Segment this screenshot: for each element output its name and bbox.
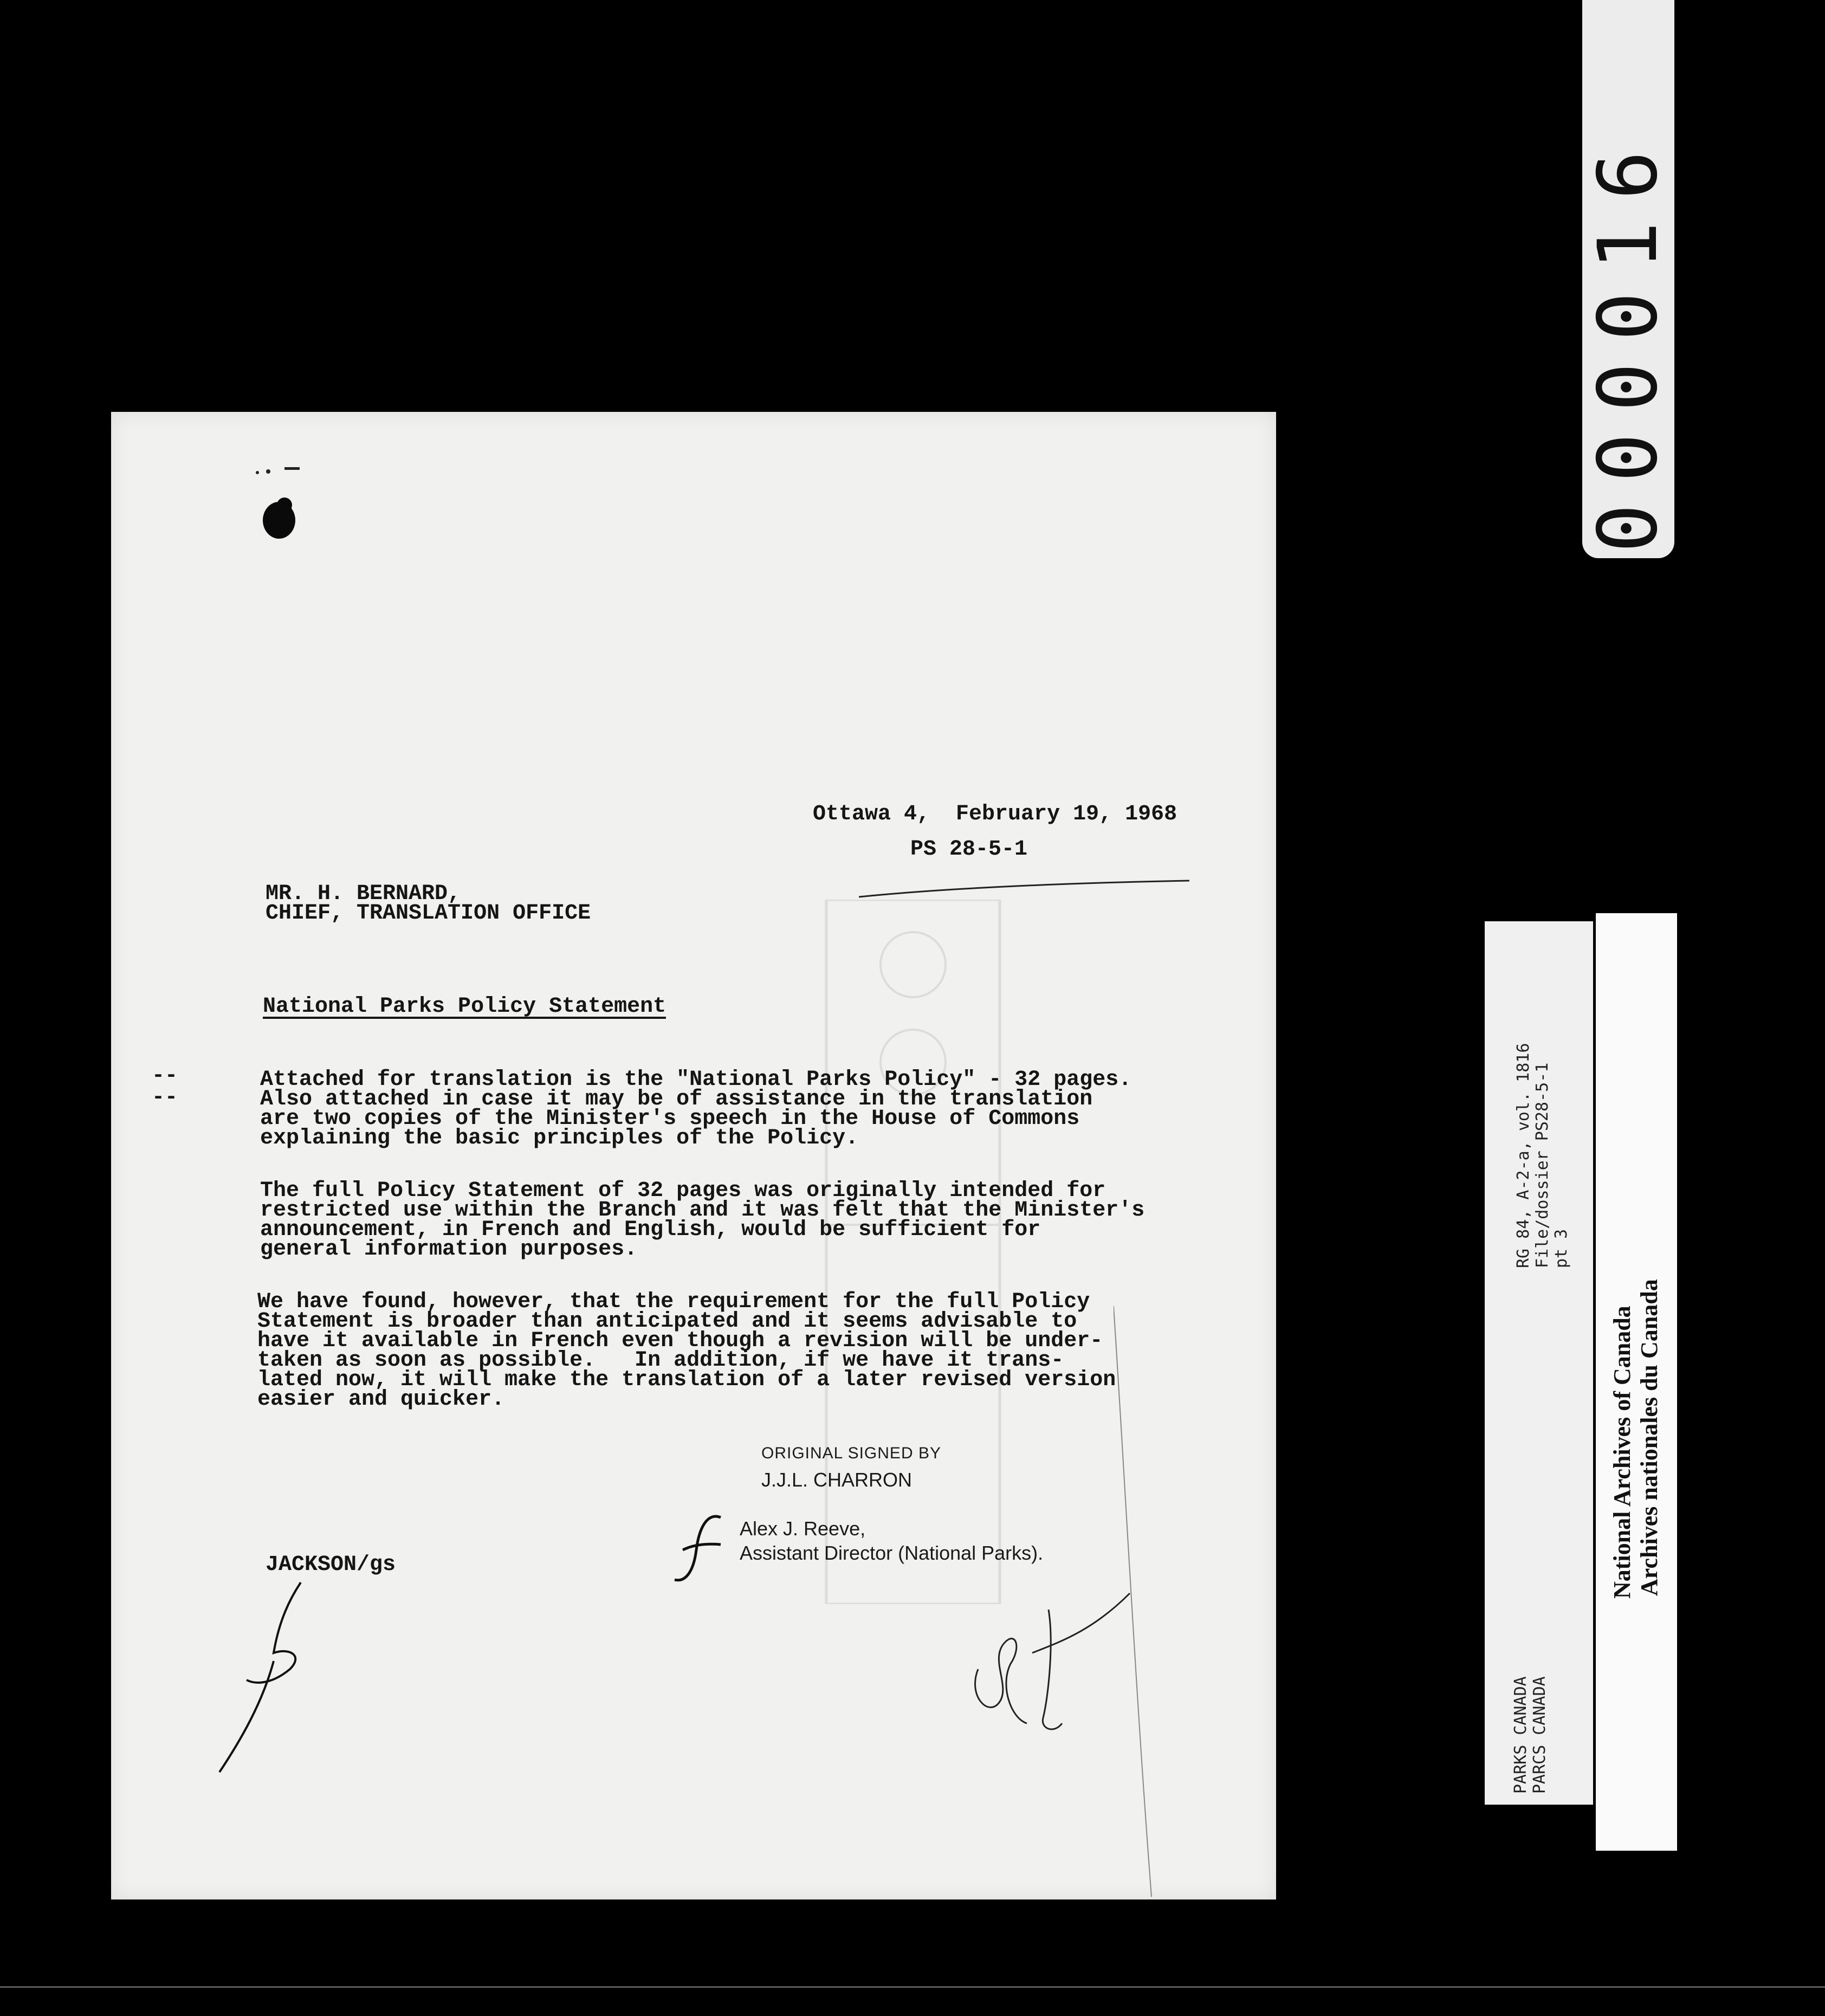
paragraph-1-line: Attached for translation is the "National Parks Policy" - 32 pages. xyxy=(260,1068,1132,1092)
subject-heading: National Parks Policy Statement xyxy=(263,994,666,1019)
rg-line-1: RG 84, A-2-a, vol. 1816 xyxy=(1514,1043,1533,1268)
recipient-line-1: MR. H. BERNARD, xyxy=(266,882,461,906)
archives-fr: Archives nationales du Canada xyxy=(1636,1279,1662,1596)
signatory-name: Alex J. Reeve, xyxy=(740,1517,866,1540)
punch-hole-mark xyxy=(219,466,306,542)
frame-edge-line xyxy=(0,1986,1825,1988)
parks-canada-fr: PARCS CANADA xyxy=(1530,1676,1549,1794)
paragraph-3-line: have it available in French even though a revision will be under- xyxy=(257,1329,1103,1353)
paragraph-1-line: Also attached in case it may be of assistance in the translation xyxy=(260,1087,1093,1112)
rg-line-2: File/dossier PS28-5-1 xyxy=(1533,1062,1552,1268)
paragraph-3-line: easier and quicker. xyxy=(257,1387,505,1412)
paragraph-2-line: restricted use within the Branch and it was felt that the Minister's xyxy=(260,1198,1145,1223)
handwritten-signature-left xyxy=(209,1566,339,1783)
place-date: Ottawa 4, February 19, 1968 xyxy=(813,802,1177,826)
margin-fold-line xyxy=(1114,1306,1157,1902)
file-reference: PS 28-5-1 xyxy=(910,837,1028,862)
paragraph-2-line: general information purposes. xyxy=(260,1237,638,1262)
national-archives-label xyxy=(1596,913,1677,1851)
original-signed-stamp: ORIGINAL SIGNED BY xyxy=(761,1444,941,1462)
recipient-line-2: CHIEF, TRANSLATION OFFICE xyxy=(266,901,591,926)
signatory-title: Assistant Director (National Parks). xyxy=(740,1542,1044,1564)
paragraph-3-line: We have found, however, that the requirement for the full Policy xyxy=(257,1290,1090,1314)
margin-mark-2: -- xyxy=(152,1085,178,1110)
rg-line-3: pt 3 xyxy=(1552,1229,1571,1268)
reference-underline-stroke xyxy=(859,878,1195,905)
typist-initials: JACKSON/gs xyxy=(266,1553,396,1577)
signed-name: J.J.L. CHARRON xyxy=(761,1469,912,1491)
handwritten-initials-right xyxy=(967,1588,1195,1740)
paragraph-1-line: are two copies of the Minister's speech in the House of Commons xyxy=(260,1107,1080,1131)
paragraph-3-line: lated now, it will make the translation of a later revised version xyxy=(257,1368,1116,1392)
paragraph-2-line: announcement, in French and English, would be sufficient for xyxy=(260,1218,1041,1242)
paragraph-3-line: Statement is broader than anticipated and it seems advisable to xyxy=(257,1309,1077,1334)
paragraph-1-line: explaining the basic principles of the Policy. xyxy=(260,1126,859,1151)
faint-stamp-watermark xyxy=(816,900,1011,1604)
file-reference-label xyxy=(1485,921,1593,1805)
archives-en: National Archives of Canada xyxy=(1609,1306,1635,1599)
paragraph-3-line: taken as soon as possible. In addition, if we have it trans- xyxy=(257,1348,1064,1373)
letter-page xyxy=(111,412,1276,1899)
parks-canada-en: PARKS CANADA xyxy=(1511,1676,1530,1794)
paragraph-2-line: The full Policy Statement of 32 pages was originally intended for xyxy=(260,1179,1106,1203)
handwritten-f-mark xyxy=(669,1512,734,1588)
margin-mark-1: -- xyxy=(152,1064,178,1088)
archive-number: 000016 xyxy=(1581,129,1675,553)
